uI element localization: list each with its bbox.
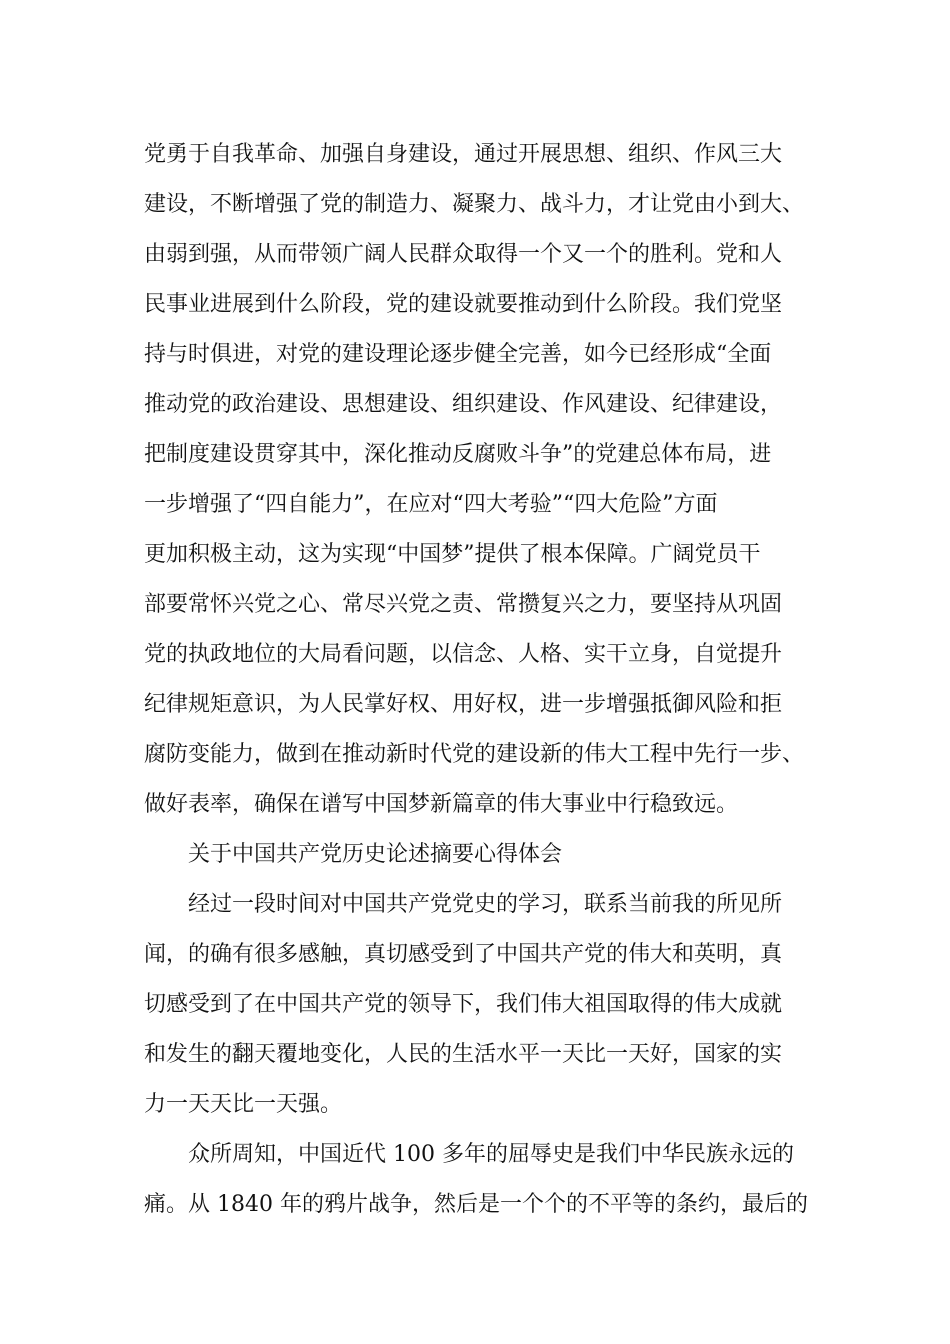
text-line: 经过一段时间对中国共产党党史的学习，联系当前我的所见所 [188,892,783,917]
text-line: 更加积极主动，这为实现“中国梦”提供了根本保障。广阔党员干 [144,542,761,567]
paragraph-3 [144,1130,844,1230]
text-line: 建设，不断增强了党的制造力、凝聚力、战斗力，才让党由小到大、 [144,192,805,217]
text-line: 闻，的确有很多感触，真切感受到了中国共产党的伟大和英明，真 [144,942,783,967]
text-line: 做好表率，确保在谱写中国梦新篇章的伟大事业中行稳致远。 [144,792,739,817]
text-line: 一步增强了“四自能力”，在应对“四大考验”“四大危险”方面 [144,492,718,517]
text-line: 持与时俱进，对党的建设理论逐步健全完善，如今已经形成“全面 [144,342,772,367]
text-line: 腐防变能力，做到在推动新时代党的建设新的伟大工程中先行一步、 [144,742,805,767]
text-line: 切感受到了在中国共产党的领导下，我们伟大祖国取得的伟大成就 [144,992,783,1017]
text-line: 民事业进展到什么阶段，党的建设就要推动到什么阶段。我们党坚 [144,292,783,317]
text-line: 众所周知，中国近代 100 多年的屈辱史是我们中华民族永远的 [188,1142,794,1167]
text-line: 推动党的政治建设、思想建设、组织建设、作风建设、纪律建设， [144,392,783,417]
document-body [144,130,844,1230]
text-line: 把制度建设贯穿其中，深化推动反腐败斗争”的党建总体布局，进 [144,442,772,467]
text-line: 和发生的翻天覆地变化，人民的生活水平一天比一天好，国家的实 [144,1042,783,1067]
text-line: 痛。从 1840 年的鸦片战争，然后是一个个的不平等的条约，最后的 [144,1192,808,1217]
paragraph-2 [144,880,844,1130]
text-line: 部要常怀兴党之心、常尽兴党之责、常攒复兴之力，要坚持从巩固 [144,592,783,617]
text-line: 纪律规矩意识，为人民掌好权、用好权，进一步增强抵御风险和拒 [144,692,783,717]
text-line: 党的执政地位的大局看问题，以信念、人格、实干立身，自觉提升 [144,642,783,667]
text-line: 力一天天比一天强。 [144,1092,343,1117]
text-line: 由弱到强，从而带领广阔人民群众取得一个又一个的胜利。党和人 [144,242,783,267]
section-heading: 关于中国共产党历史论述摘要心得体会 [188,842,563,867]
text-line: 党勇于自我革命、加强自身建设，通过开展思想、组织、作风三大 [144,142,783,167]
paragraph-1 [144,130,844,830]
